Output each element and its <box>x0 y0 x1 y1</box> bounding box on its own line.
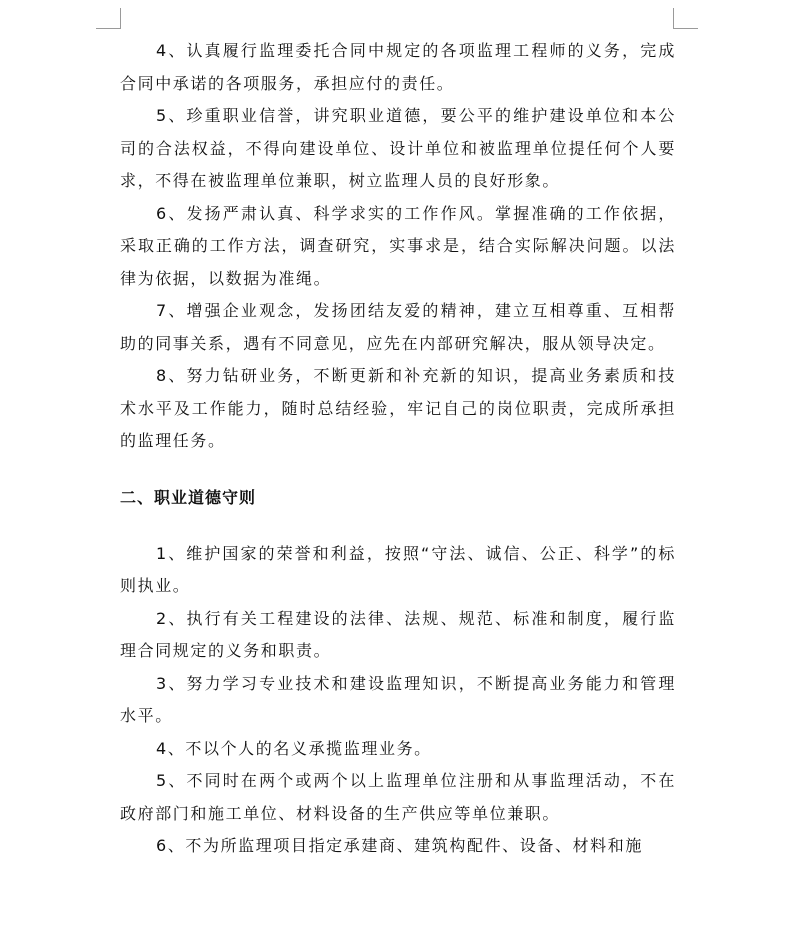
crop-mark-top-left <box>96 8 121 29</box>
paragraph-item-5: 5、珍重职业信誉，讲究职业道德，要公平的维护建设单位和本公司的合法权益，不得向建设单位、设计单位和被监理单位提任何个人要求，不得在被监理单位兼职，树立监理人员的良好形象。 <box>120 106 676 190</box>
document-body <box>120 35 676 863</box>
paragraph-item-6: 6、发扬严肃认真、科学求实的工作作风。掌握准确的工作依据，采取正确的工作方法，调查研究，实事求是，结合实际解决问题。以法律为依据，以数据为准绳。 <box>120 203 676 288</box>
section-heading: 二、职业道德守则 <box>120 487 257 507</box>
ethics-item-1: 1、维护国家的荣誉和利益，按照“守法、诚信、公正、科学”的标则执业。 <box>120 543 676 595</box>
paragraph-item-4: 4、认真履行监理委托合同中规定的各项监理工程师的义务，完成合同中承诺的各项服务，承担应付的责任。 <box>120 41 676 93</box>
ethics-item-2: 2、执行有关工程建设的法律、法规、规范、标准和制度，履行监理合同规定的义务和职责。 <box>120 608 676 660</box>
ethics-item-3: 3、努力学习专业技术和建设监理知识，不断提高业务能力和管理水平。 <box>120 673 676 725</box>
paragraph-item-7: 7、增强企业观念，发扬团结友爱的精神，建立互相尊重、互相帮助的同事关系，遇有不同意见，应先在内部研究解决，服从领导决定。 <box>120 301 676 353</box>
crop-mark-top-right <box>673 8 698 29</box>
spacer <box>120 514 676 538</box>
spacer <box>120 458 676 482</box>
ethics-item-4: 4、不以个人的名义承揽监理业务。 <box>156 738 432 758</box>
ethics-item-6: 6、不为所监理项目指定承建商、建筑构配件、设备、材料和施 <box>156 836 643 855</box>
paragraph-item-8: 8、努力钻研业务，不断更新和补充新的知识，提高业务素质和技术水平及工作能力，随时总结经验，牢记自己的岗位职责，完成所承担的监理任务。 <box>120 366 676 450</box>
ethics-item-5: 5、不同时在两个或两个以上监理单位注册和从事监理活动，不在政府部门和施工单位、材料设备的生产供应等单位兼职。 <box>120 771 676 823</box>
